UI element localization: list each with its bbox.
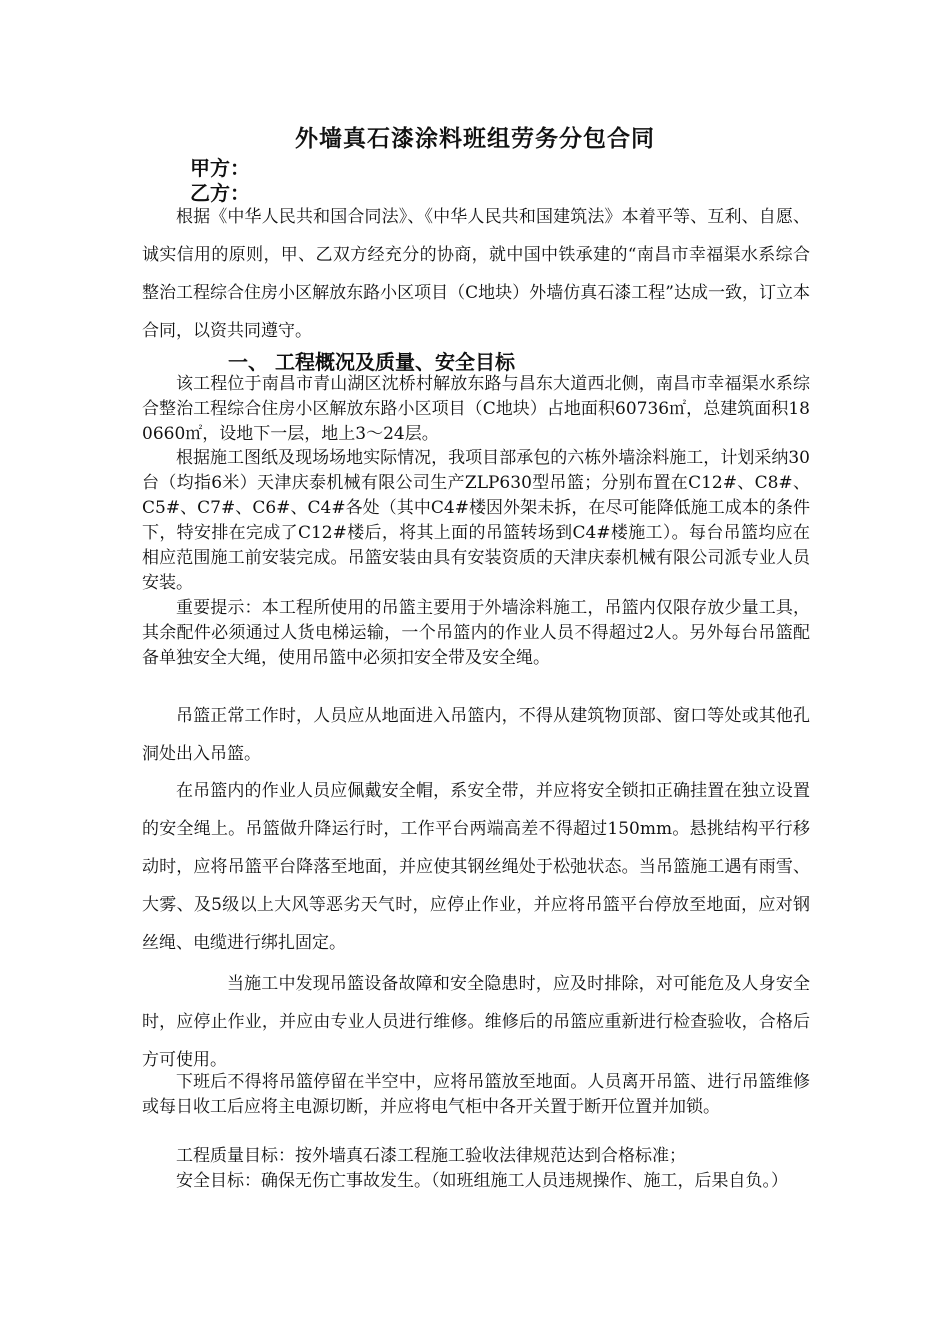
safety-paragraph: 在吊篮内的作业人员应佩戴安全帽，系安全带，并应将安全锁扣正确挂置在独立设置的安全绳上。吊篮做升降运行时，工作平台两端高差不得超过150mm。悬挑结构平行移动时，应将吊篮平台降落至地面，并应使其钢丝绳处于松弛状态。当吊篮施工遇有雨雪、大雾、及5级以上大风等恶劣天气时，应停止作业，并应将吊篮平台停放至地面，应对钢丝绳、电缆进行绑扎固定。 bbox=[142, 781, 810, 953]
party-a-label: 甲方： bbox=[190, 156, 250, 180]
party-b-label: 乙方： bbox=[190, 181, 250, 205]
entry-paragraph: 吊篮正常工作时，人员应从地面进入吊篮内，不得从建筑物顶部、窗口等处或其他孔洞处出入吊篮。 bbox=[142, 706, 810, 764]
section-1-heading: 一、 工程概况及质量、安全目标 bbox=[228, 350, 515, 374]
document-title: 外墙真石漆涂料班组劳务分包合同 bbox=[295, 126, 655, 152]
fault-paragraph: 当施工中发现吊篮设备故障和安全隐患时，应及时排除，对可能危及人身安全时，应停止作业，并应由专业人员进行维修。维修后的吊篮应重新进行检查验收，合格后方可使用。 bbox=[142, 974, 810, 1070]
intro-paragraph: 根据《中华人民共和国合同法》、《中华人民共和国建筑法》本着平等、互利、自愿、诚实信用的原则，甲、乙双方经充分的协商，就中国中铁承建的“南昌市幸福渠水系综合整治工程综合住房小区解放东路小区项目（C地块）外墙仿真石漆工程”达成一致，订立本合同，以资共同遵守。 bbox=[142, 207, 810, 341]
plan-paragraph: 根据施工图纸及现场场地实际情况，我项目部承包的六栋外墙涂料施工，计划采纳30台（均指6米）天津庆泰机械有限公司生产ZLP630型吊篮；分别布置在C12#、C8#、C5#、C7#、C6#、C4#各处（其中C4#楼因外架未拆，在尽可能降低施工成本的条件下，特安排在完成了C12#楼后，将其上面的吊篮转场到C4#楼施工）。每台吊篮均应在相应范围施工前安装完成。吊篮安装由具有安装资质的天津庆泰机械有限公司派专业人员安装。 bbox=[142, 448, 810, 593]
location-paragraph: 该工程位于南昌市青山湖区沈桥村解放东路与昌东大道西北侧，南昌市幸福渠水系综合整治工程综合住房小区解放东路小区项目（C地块）占地面积60736㎡，总建筑面积180660㎡，设地下一层，地上3～24层。 bbox=[142, 374, 810, 444]
notice-paragraph: 重要提示：本工程所使用的吊篮主要用于外墙涂料施工，吊篮内仅限存放少量工具，其余配件必须通过人货电梯运输，一个吊篮内的作业人员不得超过2人。另外每台吊篮配备单独安全大绳，使用吊篮中必须扣安全带及安全绳。 bbox=[142, 598, 810, 668]
quality-goal-paragraph: 工程质量目标：按外墙真石漆工程施工验收法律规范达到合格标准； bbox=[176, 1146, 686, 1166]
safety-goal-paragraph: 安全目标：确保无伤亡事故发生。（如班组施工人员违规操作、施工，后果自负。） bbox=[176, 1171, 788, 1191]
offwork-paragraph: 下班后不得将吊篮停留在半空中，应将吊篮放至地面。人员离开吊篮、进行吊篮维修或每日收工后应将主电源切断，并应将电气柜中各开关置于断开位置并加锁。 bbox=[142, 1072, 810, 1117]
